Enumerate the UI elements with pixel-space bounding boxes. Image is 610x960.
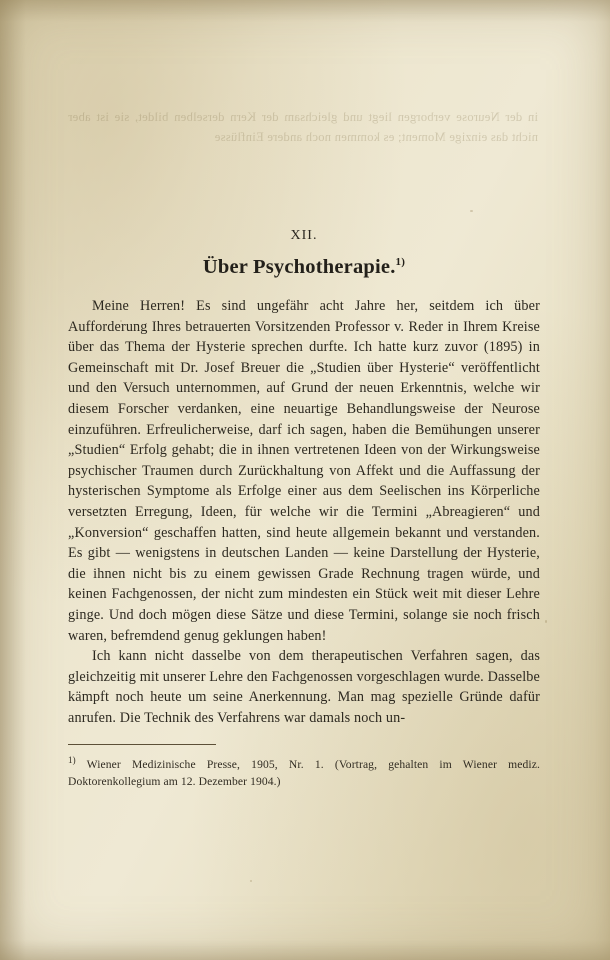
paragraph: Ich kann nicht dasselbe von dem therapeutischen Verfahren sagen, das gleichzeitig mit unserer Lehre den Fachgenossen vorgeschlagen wurde. Dasselbe kämpft noch heute um seine Anerkennung. Man mag spezielle Gründe dafür anrufen. Die Technik des Verfahrens war damals noch un- [68,648,540,726]
title-footnote-marker: 1) [395,256,406,269]
bleed-through-text: in der Neurose verborgen liegt und gleichsam der Kern derselben bildet, sie ist aber nicht das einzige Moment; es kommen noch andere Einflüsse [68,110,538,144]
footnote-marker: 1) [68,755,76,766]
paper-speck [250,880,252,882]
chapter-title-text: Über Psychotherapie. [202,256,396,278]
chapter-number: XII. [290,228,318,243]
paper-speck [545,620,547,623]
footnote-divider [68,744,216,745]
body-text [68,296,540,728]
page-edge-shadow-bottom [0,940,610,960]
page-edge-shadow-left [0,0,26,960]
footnote-text: Wiener Medizinische Presse, 1905, Nr. 1. (Vortrag, gehalten im Wiener mediz. Doktorenkollegium am 12. Dezember 1904.) [68,758,540,788]
page-content [68,0,540,790]
page-title [68,256,540,279]
footnote [68,752,540,790]
paragraph: Meine Herren! Es sind ungefähr acht Jahre her, seitdem ich über Aufforderung Ihres betrauerten Vorsitzenden Professor v. Reder in Ihrem Kreise über das Thema der Hysterie sprechen durfte. Ich hatte kurz zuvor (1895) in Gemeinschaft mit Dr. Josef Breuer die „Studien über Hysterie“ veröffentlicht und den Versuch unternommen, auf Grund der neuen Erkenntnis, welche wir diesem Forscher verdanken, eine neuartige Behandlungsweise der Neurose einzuführen. Erfreulicherweise, darf ich sagen, haben die Bemühungen unserer „Studien“ Erfolg gehabt; die in ihnen vertretenen Ideen von der Wirkungsweise psychischer Traumen durch Zurückhaltung von Affekt und die Auffassung der hysterischen Symptome als Erfolge einer aus dem Seelischen ins Körperliche versetzten Erregung, Ideen, für welche wir die Termini „Abreagieren“ und „Konversion“ geschaffen hatten, sind heute allgemein bekannt und verstanden. Es gibt — wenigstens in deutschen Landen — keine Darstellung der Hysterie, die ihnen nicht bis zu einem gewissen Grade Rechnung tragen würde, und keinen Fachgenossen, der nicht zum mindesten ein Stück weit mit dieser Lehre ginge. Und doch mögen diese Sätze und diese Termini, solange sie noch frisch waren, befremdend genug geklungen haben! [68,298,540,644]
